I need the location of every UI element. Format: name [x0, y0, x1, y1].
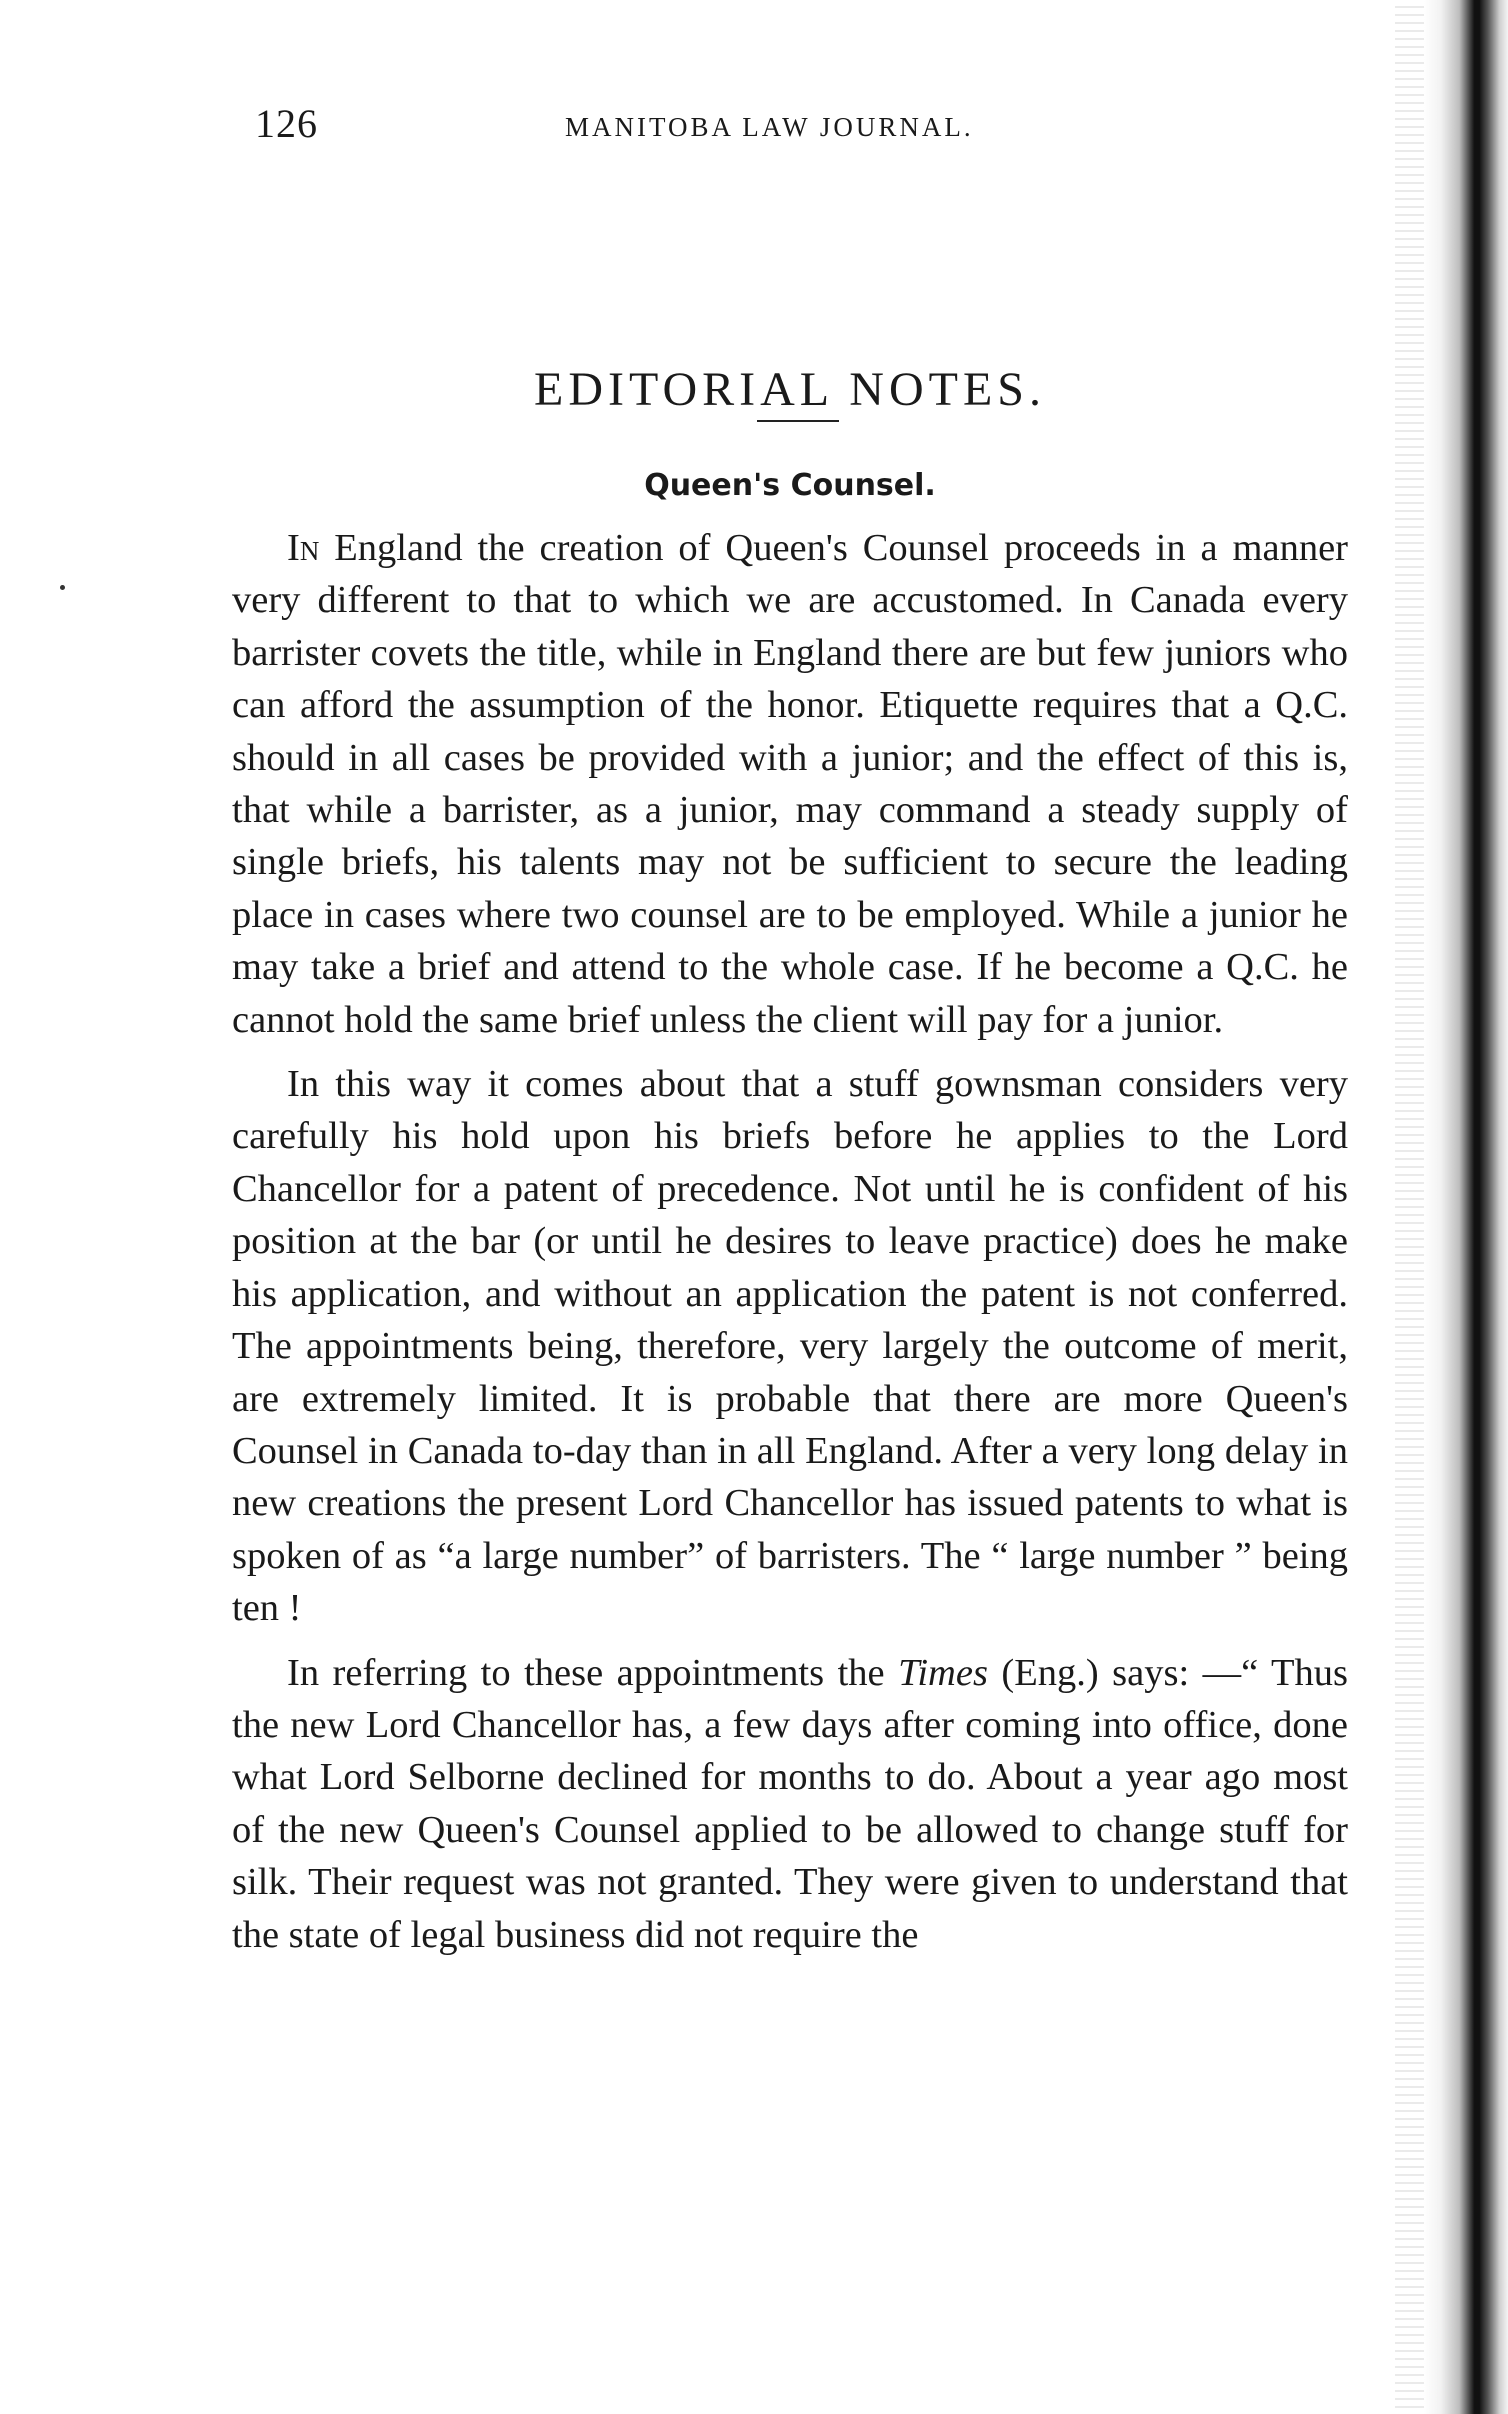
paragraph-2: In this way it comes about that a stuff gownsman considers very carefully his hold upon his briefs before he applies to the Lord Chancellor for a patent of precedence. Not until he is confident of his position at the bar (or until he desires to leave practice) does he make his application, and without an application the patent is not conferred. The appointments being, therefore, very largely the outcome of merit, are extremely limited. It is probable that there are more Queen's Counsel in Canada to-day than in all England. After a very long delay in new creations the present Lord Chancellor has issued patents to what is spoken of as “a large number” of barristers. The “ large number ” being ten !	[232, 1063, 1348, 1630]
newspaper-name: Times	[898, 1651, 988, 1694]
drop-lead: In	[287, 527, 320, 569]
journal-title: MANITOBA LAW JOURNAL.	[565, 112, 974, 142]
section-title: EDITORIAL NOTES.	[534, 363, 1046, 417]
paragraph-1	[232, 522, 1348, 1046]
paragraph-1-text: England the creation of Queen's Counsel proceeds in a manner very different to that to which we are accustomed. In Canada every barrister covets the title, while in England there are but few juniors who can afford the assumption of the honor. Etiquette requires that a Q.C. should in all cases be provided with a junior; and the effect of this is, that while a barrister, as a junior, may command a steady supply of single briefs, his talents may not be sufficient to secure the leading place in cases where two counsel are to be employed. While a junior he may take a brief and attend to the whole case. If he become a Q.C. he cannot hold the same brief unless the client will pay for a junior.	[232, 527, 1348, 1041]
article-body	[232, 522, 1348, 1973]
page-edge-texture	[1395, 0, 1425, 2414]
paragraph-3-text-before: In referring to these appointments the	[287, 1651, 899, 1694]
running-head	[0, 100, 1508, 150]
subheading: Queen's Counsel.	[644, 468, 936, 503]
paragraph-3	[232, 1647, 1348, 1961]
binding-edge-shadow	[1424, 0, 1508, 2414]
margin-speck	[60, 585, 65, 590]
paragraph-3-text-after: (Eng.) says: —“ Thus the new Lord Chancellor has, a few days after coming into office, done what Lord Selborne declined for months to do. About a year ago most of the new Queen's Counsel applied to be allowed to change stuff for silk. Their request was not granted. They were given to understand that the state of legal business did not require the	[232, 1651, 1348, 1956]
page-number: 126	[255, 101, 318, 146]
title-rule	[757, 420, 839, 422]
